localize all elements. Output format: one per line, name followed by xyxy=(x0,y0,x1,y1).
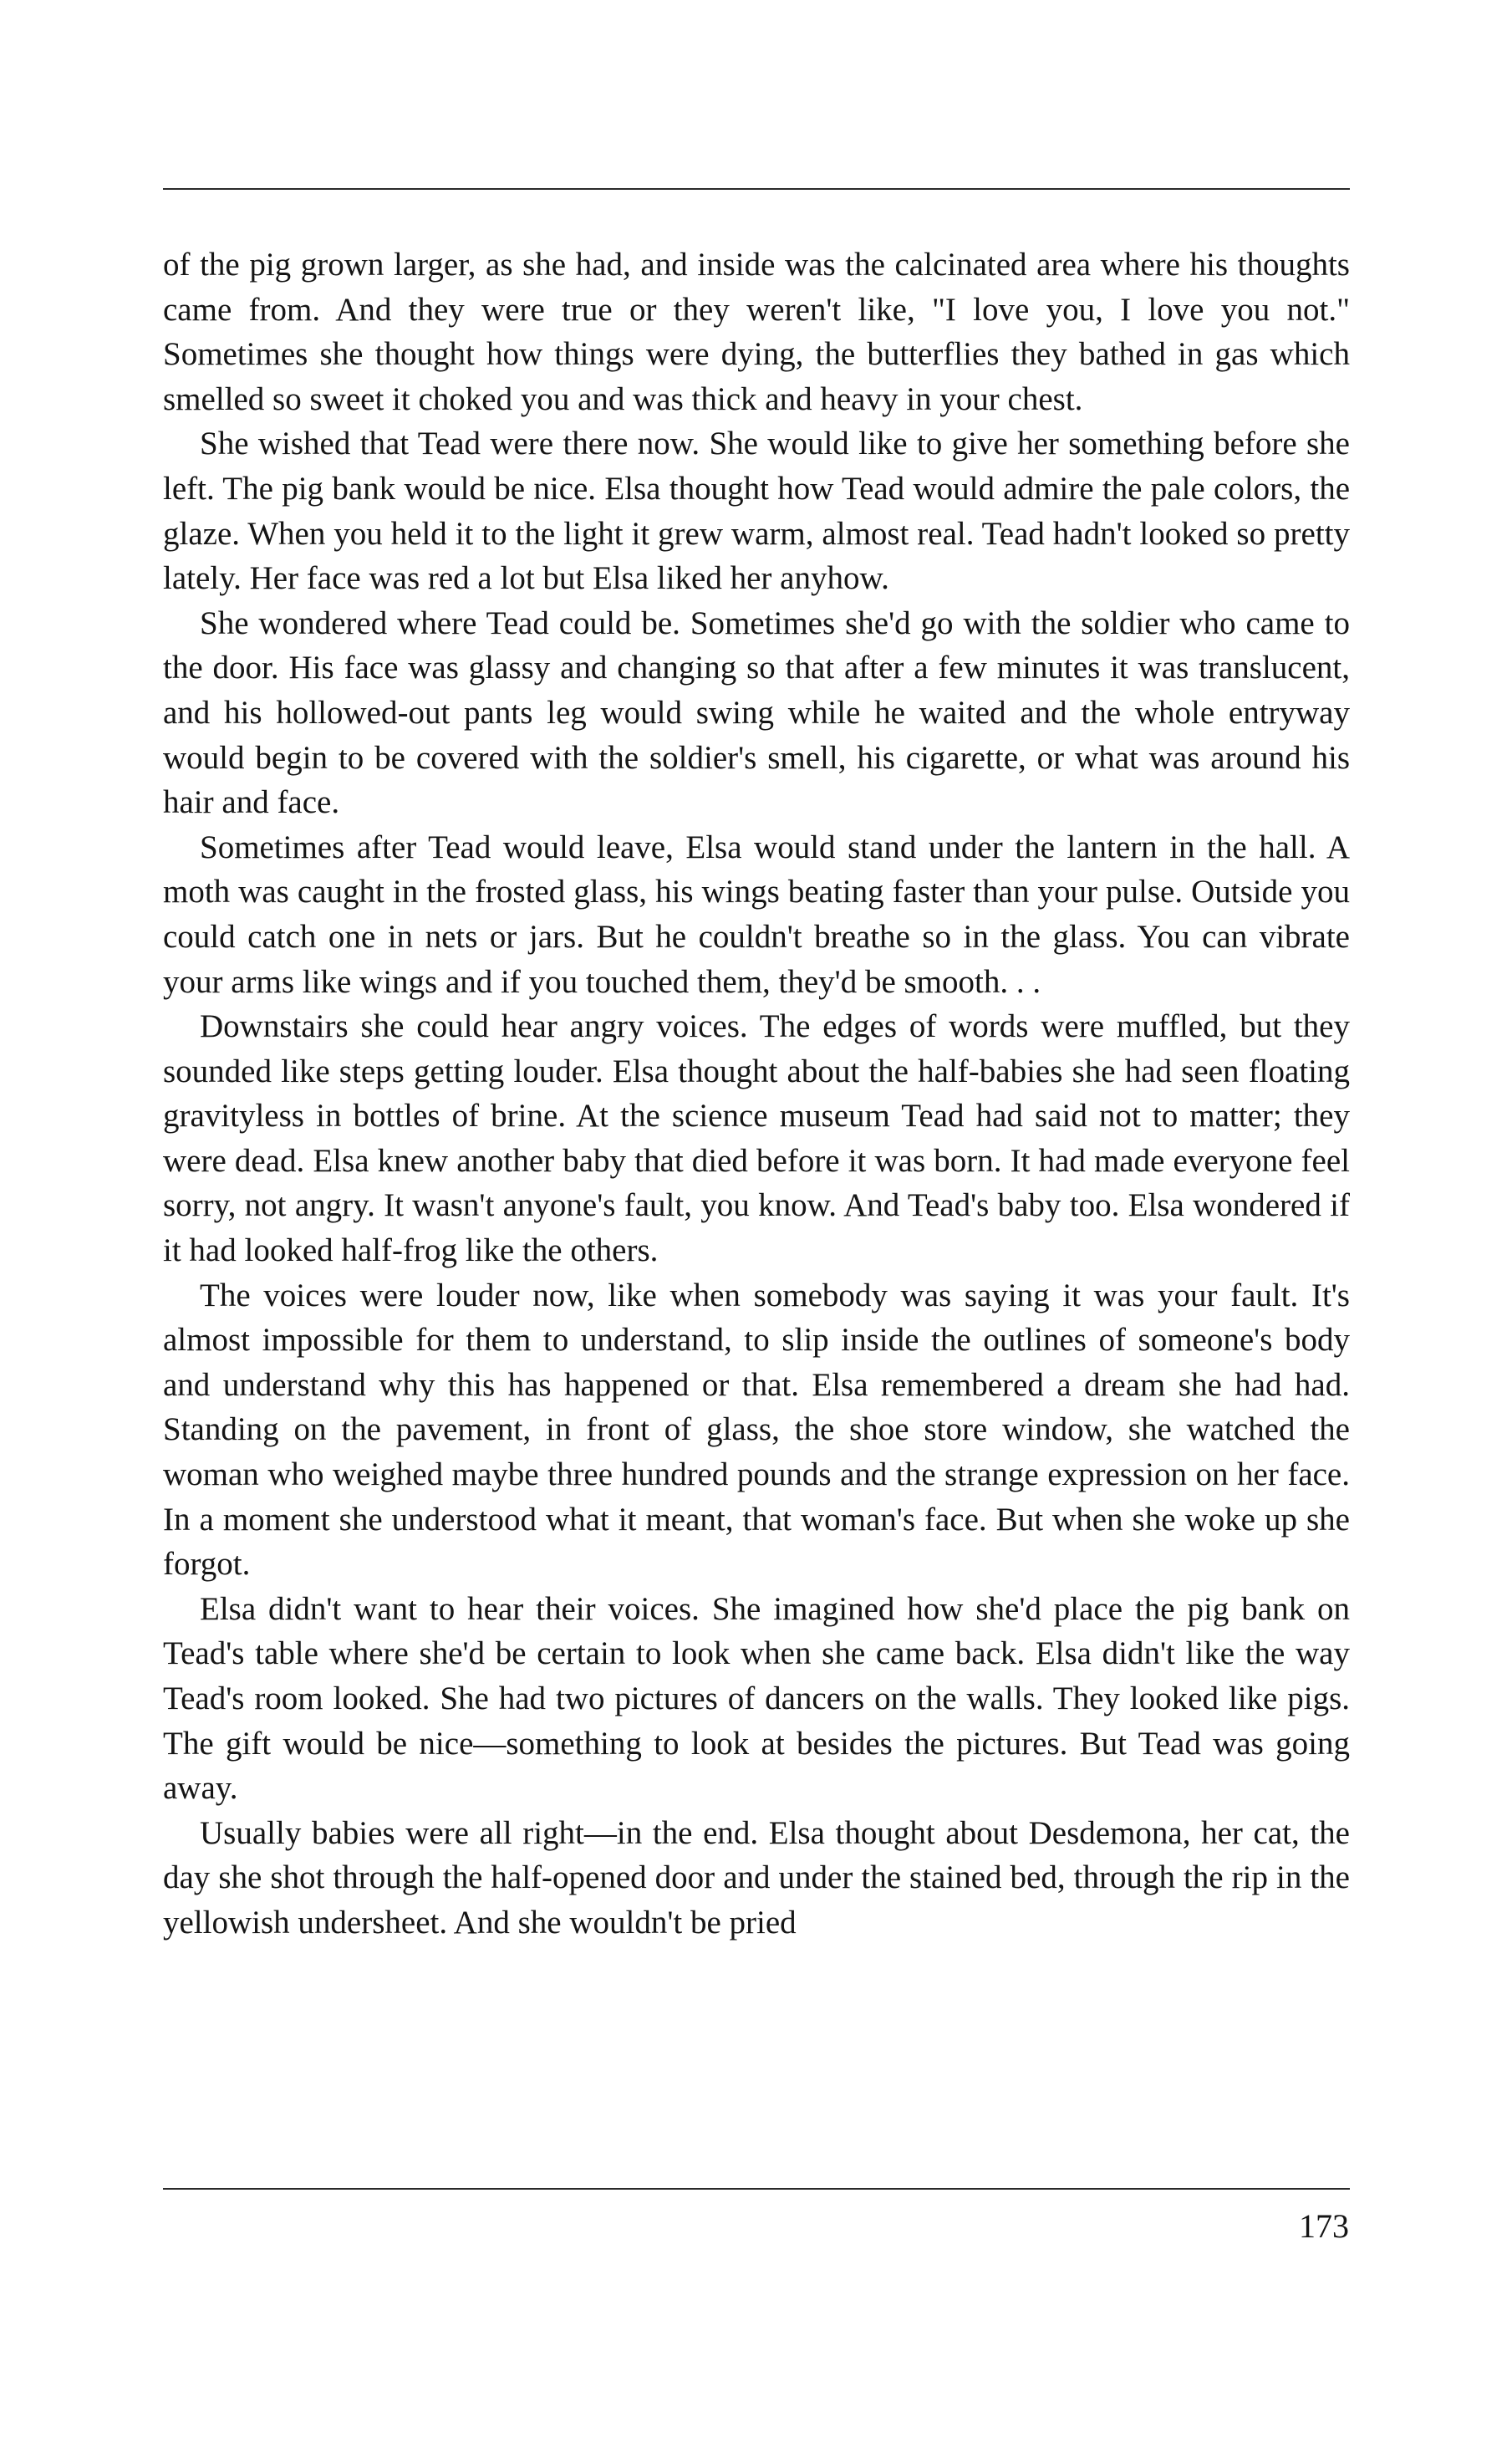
paragraph: She wished that Tead were there now. She would like to give her something before she left. The pig bank would be nice. Elsa thought how Tead would admire the pale colors, the glaze. When you held it to the light it grew warm, almost real. Tead hadn't looked so pretty lately. Her face was red a lot but Elsa liked her anyhow. xyxy=(163,426,1350,597)
body-text xyxy=(163,242,1350,1946)
top-rule xyxy=(163,188,1350,190)
paragraph: The voices were louder now, like when somebody was saying it was your fault. It's almost impossible for them to understand, to slip inside the outlines of someone's body and understand why this has happened or that. Elsa remembered a dream she had had. Standing on the pavement, in front of glass, the shoe store window, she watched the woman who weighed maybe three hundred pounds and the strange expression on her face. In a moment she understood what it meant, that woman's face. But when she woke up she forgot. xyxy=(163,1277,1350,1583)
bottom-rule xyxy=(163,2188,1350,2190)
paragraph: She wondered where Tead could be. Sometimes she'd go with the soldier who came to the door. His face was glassy and changing so that after a few minutes it was translucent, and his hollowed-out pants leg would swing while he waited and the whole entryway would begin to be covered with the soldier's smell, his cigarette, or what was around his hair and face. xyxy=(163,604,1350,821)
paragraph: Sometimes after Tead would leave, Elsa would stand under the lantern in the hall. A moth was caught in the frosted glass, his wings beating faster than your pulse. Outside you could catch one in nets or jars. But he couldn't breathe so in the glass. You can vibrate your arms like wings and if you touched them, they'd be smooth. . . xyxy=(163,829,1350,1000)
paragraph: Downstairs she could hear angry voices. The edges of words were muffled, but they sounded like steps getting louder. Elsa thought about the half-babies she had seen floating gravityless in bottles of brine. At the science museum Tead had said not to matter; they were dead. Elsa knew another baby that died before it was born. It had made everyone feel sorry, not angry. It wasn't anyone's fault, you know. And Tead's baby too. Elsa wondered if it had looked half-frog like the others. xyxy=(163,1008,1350,1269)
paragraph: Usually babies were all right—in the end. Elsa thought about Desdemona, her cat, the day she shot through the half-opened door and under the stained bed, through the rip in the yellowish undersheet. And she wouldn't be pried xyxy=(163,1814,1350,1941)
paragraph: of the pig grown larger, as she had, and inside was the calcinated area where his thoughts came from. And they were true or they weren't like, "I love you, I love you not." Sometimes she thought how things were dying, the butterflies they bathed in gas which smelled so sweet it choked you and was thick and heavy in your chest. xyxy=(163,247,1350,417)
paragraph: Elsa didn't want to hear their voices. She imagined how she'd place the pig bank on Tead's table where she'd be certain to look when she came back. Elsa didn't like the way Tead's room looked. She had two pictures of dancers on the walls. They looked like pigs. The gift would be nice—something to look at besides the pictures. But Tead was going away. xyxy=(163,1590,1350,1807)
page-number: 173 xyxy=(1299,2207,1349,2245)
